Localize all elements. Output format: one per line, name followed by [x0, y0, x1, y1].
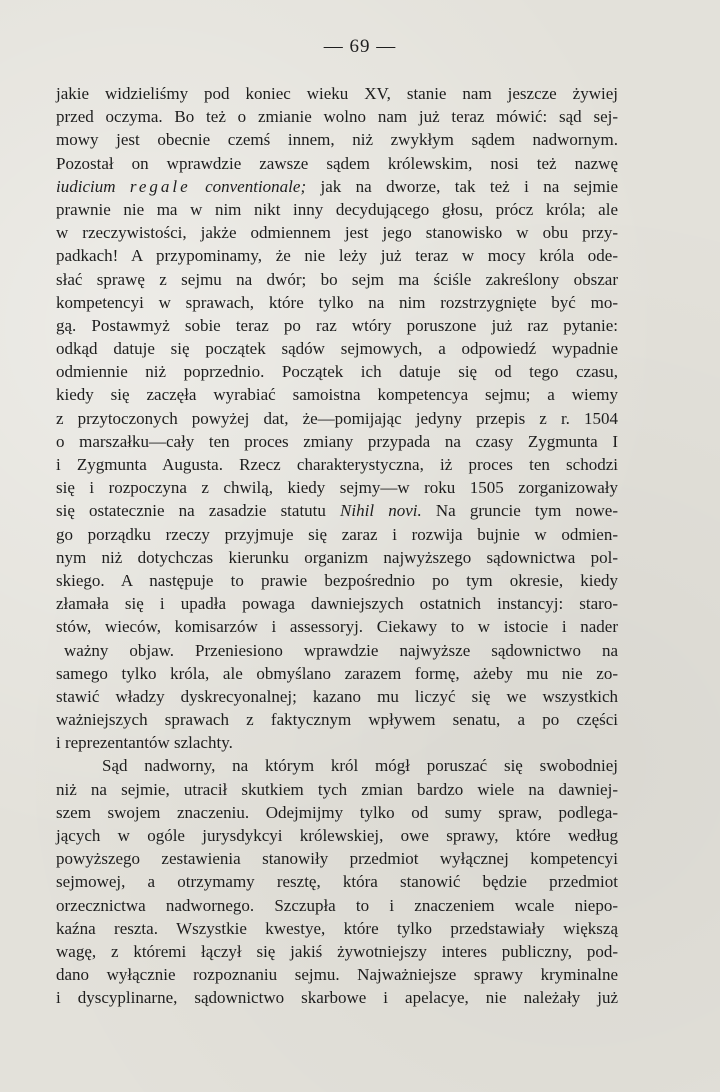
text-line [56, 198, 618, 221]
text-segment: stawić władzy dyskrecyonalnej; kazano mu liczyć się we wszystkich [56, 686, 618, 706]
text-line [56, 337, 618, 360]
text-segment: jących w ogóle jurysdykcyi królewskiej, owe sprawy, które według [56, 826, 618, 845]
text-line [56, 986, 618, 1009]
text-segment: się ostatecznie na zasadzie statutu [56, 501, 341, 521]
text-segment: Nihil novi. [340, 501, 422, 521]
text-segment: i reprezentantów szlachty. [56, 733, 233, 753]
text-segment: przed oczyma. Bo też o zmianie wolno nam już teraz mówić: sąd sej- [56, 107, 618, 127]
text-line [56, 430, 618, 453]
text-line [56, 314, 618, 337]
text-line [56, 778, 618, 801]
text-line [56, 175, 618, 198]
text-line [56, 639, 618, 662]
text-line [56, 105, 618, 128]
text-segment: w rzeczywistości, jakże odmiennem jest jego stanowisko w obu przy- [56, 223, 618, 243]
text-segment: dano wyłącznie rozpoznaniu sejmu. Najważniejsze sprawy kryminalne [56, 965, 618, 985]
text-segment: mowy jest obecnie czemś innem, niż zwykłym sądem nadwornym. [56, 130, 618, 150]
text-line [56, 499, 618, 522]
text-line [56, 731, 618, 754]
text-line [56, 940, 618, 963]
text-segment: Pozostał on wprawdzie zawsze sądem królewskim, nosi też nazwę [56, 153, 618, 173]
text-segment: Na gruncie tym nowe- [421, 501, 619, 521]
text-line [56, 685, 618, 708]
text-segment: kaźna reszta. Wszystkie kwestye, które tylko przedstawiały większą [56, 918, 618, 938]
text-segment: nym niż dotychczas kierunku organizm najwyższego sądownictwa pol- [56, 547, 618, 567]
text-segment: sejmowej, a otrzymamy resztę, która stanowić będzie przedmiot [56, 872, 618, 892]
text-segment: regale [129, 176, 191, 196]
text-segment: ważny objaw. Przeniesiono wprawdzie najwyższe sądownictwo na [64, 640, 618, 660]
text-line [56, 824, 618, 847]
text-segment: kiedy się zaczęła wyrabiać samoistna kompetencya sejmu; a wiemy [56, 385, 618, 405]
text-segment: skiego. A następuje to prawie bezpośrednio po tym okresie, kiedy [56, 570, 618, 590]
body-text [56, 82, 618, 1010]
text-segment: prawnie nie ma w nim nikt inny decydującego głosu, prócz króla; ale [56, 199, 618, 219]
text-line [56, 383, 618, 406]
text-segment: powyższego zestawienia stanowiły przedmiot wyłącznej kompetencyi [56, 849, 618, 869]
text-line [56, 847, 618, 870]
text-line [56, 801, 618, 824]
text-line [56, 546, 618, 569]
text-segment: wagę, z któremi łączył się jakiś żywotniejszy interes publiczny, pod- [56, 941, 618, 961]
text-segment: Sąd nadworny, na którym król mógł poruszać się swobodniej [102, 756, 618, 776]
text-segment: orzecznictwa nadwornego. Szczupła to i znaczeniem wcale niepo- [56, 895, 618, 915]
text-line [56, 917, 618, 940]
text-segment: i Zygmunta Augusta. Rzecz charakterystyczna, iż proces ten schodzi [56, 455, 618, 474]
text-line [56, 569, 618, 592]
text-line [56, 754, 618, 777]
text-line [56, 221, 618, 244]
text-line [56, 870, 618, 893]
text-segment: conventionale; [190, 176, 307, 196]
text-segment: niż na sejmie, utracił skutkiem tych zmian bardzo wiele na dawniej- [56, 779, 618, 799]
text-line [56, 894, 618, 917]
text-line [56, 360, 618, 383]
text-segment: padkach! A przypominamy, że nie leży już teraz w mocy króla ode- [56, 246, 618, 266]
text-segment: się i rozpoczyna z chwilą, kiedy sejmy—w roku 1505 zorganizowały [56, 478, 618, 498]
text-segment: o marszałku—cały ten proces zmiany przypada na czasy Zygmunta I [56, 431, 618, 451]
text-segment: gą. Postawmyż sobie teraz po raz wtóry poruszone już raz pytanie: [56, 315, 618, 335]
text-line [56, 244, 618, 267]
text-segment: i dyscyplinarne, sądownictwo skarbowe i apelacye, nie należały już [56, 988, 618, 1008]
text-segment: samego tylko króla, ale obmyślano zarazem formę, ażeby mu nie zo- [56, 663, 618, 683]
text-segment: jak na dworze, tak też i na sejmie [306, 176, 619, 196]
text-line [56, 708, 618, 731]
text-line [56, 407, 618, 430]
text-segment: jakie widzieliśmy pod koniec wieku XV, stanie nam jeszcze żywiej [56, 84, 618, 103]
page-number: — 69 — [323, 36, 397, 57]
text-segment: kompetencyi w sprawach, które tylko na nim rozstrzygnięte być mo- [56, 292, 618, 312]
text-line [56, 476, 618, 499]
text-segment: stów, wieców, komisarzów i assessoryj. Ciekawy to w istocie i nader [56, 617, 618, 637]
text-line [56, 523, 618, 546]
text-line [56, 82, 618, 105]
text-segment: słać sprawę z sejmu na dwór; bo sejm ma ściśle zakreślony obszar [56, 269, 618, 289]
text-line [56, 615, 618, 638]
text-line [56, 268, 618, 291]
text-segment: z przytoczonych powyżej dat, że—pomijając jedyny przepis z r. 1504 [56, 408, 618, 428]
text-line [56, 453, 618, 476]
text-segment: złamała się i upadła powaga dawniejszych ostatnich instancyj: staro- [56, 594, 618, 614]
text-line [56, 592, 618, 615]
text-line [56, 963, 618, 986]
text-line [56, 291, 618, 314]
text-segment: iudicium [56, 176, 130, 196]
text-line [56, 128, 618, 151]
text-line [56, 152, 618, 175]
text-segment: ważniejszych sprawach z faktycznym wpływem senatu, a po części [56, 710, 618, 730]
text-segment: go porządku rzeczy przyjmuje się zaraz i rozwija bujnie w odmien- [56, 524, 618, 544]
text-segment: odkąd datuje się początek sądów sejmowych, a odpowiedź wypadnie [56, 339, 618, 359]
text-line [56, 662, 618, 685]
text-segment: szem swojem znaczeniu. Odejmijmy tylko od sumy spraw, podlega- [56, 802, 618, 822]
text-segment: odmiennie niż poprzednio. Początek ich datuje się od tego czasu, [56, 362, 618, 382]
